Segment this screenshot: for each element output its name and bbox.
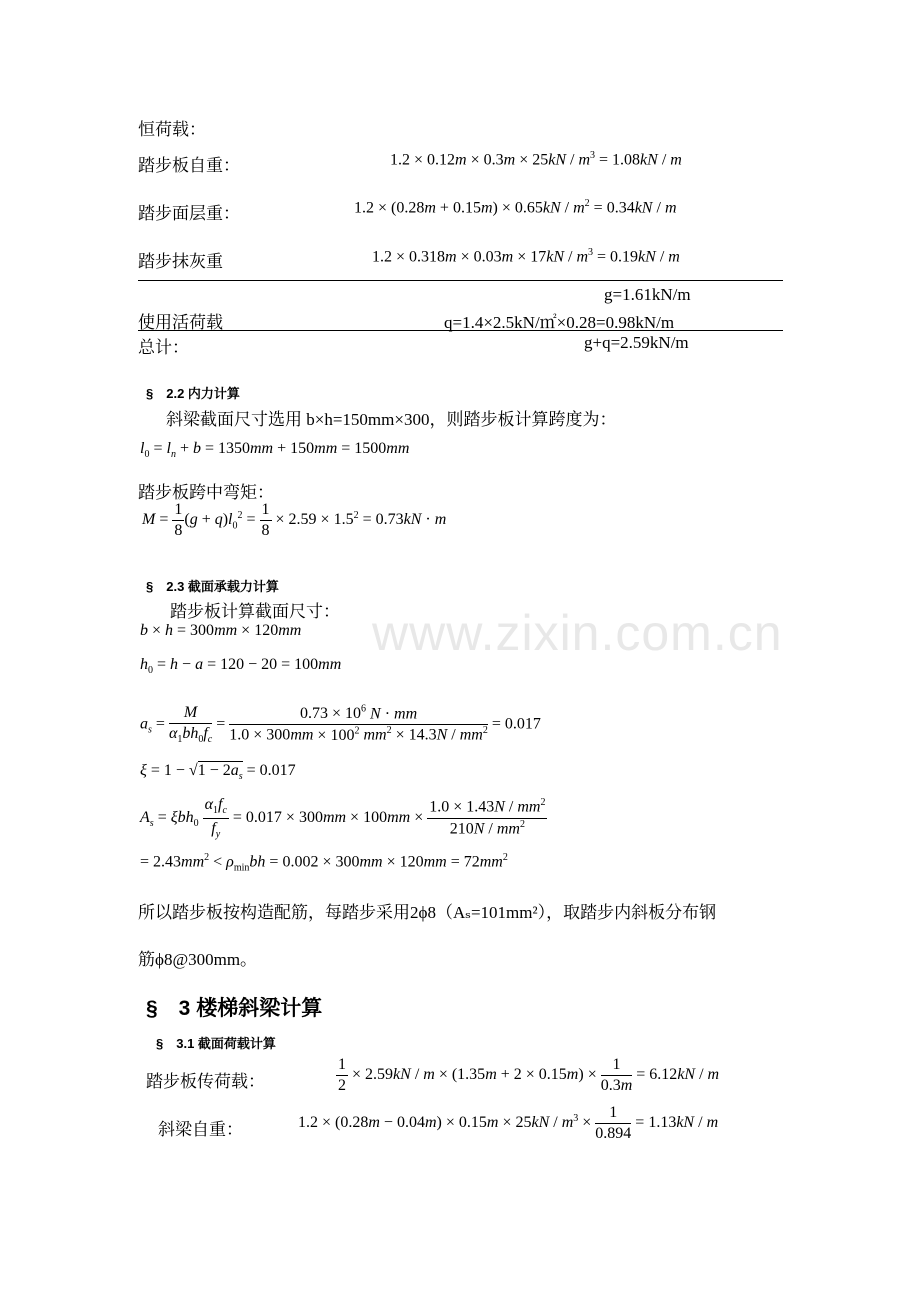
beam-self-weight-label: 斜梁自重： (158, 1120, 243, 1139)
steel-area-formula: $A_s = \xi bh_0$ $\frac{\alpha_1f_c}{f_y}$ = 0.017 × 300mm × 100mm × $\frac{1.0 \times 1.43N / mm^2}{210N / mm^2}$ (140, 796, 546, 840)
step-plaster-weight-label: 踏步抹灰重 (138, 252, 223, 271)
steel-area-result: = $2.43mm^2 < \rho_{min}bh = 0.002 \times 300mm \times 120mm = 72mm^2$ (140, 852, 508, 874)
beam-self-weight-formula: $1.2 \times (0.28m - 0.04m) \times 0.15m \times 25kN / m^3$ × $\frac{1}{0.894}$ = 1.13kN / m (298, 1104, 719, 1142)
watermark: www.zixin.com.cn (372, 605, 783, 661)
table-rule-top (138, 280, 783, 281)
step-transfer-load-formula: $\frac{1}{2}$ × 2.59kN / m × (1.35m + 2 × 0.15m) × $\frac{1}{0.3m}$ = 6.12kN / m (338, 1056, 720, 1094)
alpha-s-formula: $a_s$ = $\frac{M}{\alpha_1bh_0f_c}$ = $\frac{0.73 \times 10^6 N \cdot mm}{1.0 \times 300mm \times 100^2 mm^2 \times 14.3N / mm^2}$ = 0.017 (140, 704, 541, 746)
conclusion-line-1: 所以踏步板按构造配筋，每踏步采用2ϕ8（Aₛ=101mm²），取踏步内斜板分布钢 (138, 903, 717, 922)
effective-depth-formula: $h_0 = h - a = 120 - 20 = 100mm$ (140, 656, 342, 677)
step-finish-weight-formula: $1.2 \times (0.28m + 0.15m) \times 0.65kN / m^2 = 0.34kN / m$ (354, 198, 677, 217)
moment-formula: M = $\frac{1}{8}$ $(g + q)l_0^2$ = $\frac{1}{8}$ × $2.59 \times 1.5^2 = 0.73kN \cdot m$ (142, 501, 447, 539)
moment-label: 踏步板跨中弯矩： (138, 483, 274, 502)
section-3-1-heading: § 3.1 截面荷载计算 (156, 1036, 276, 1051)
section-2-3-intro: 踏步板计算截面尺寸： (170, 602, 340, 621)
table-rule-bottom (138, 330, 783, 331)
section-2-3-heading: § 2.3 截面承载力计算 (146, 579, 279, 594)
total-value: g+q=2.59kN/m (584, 333, 689, 352)
dead-load-title: 恒荷载： (138, 120, 206, 139)
section-size-formula: b × h = 300mm × 120mm (140, 622, 302, 639)
step-transfer-load-label: 踏步板传荷载： (146, 1072, 265, 1091)
live-load-label: 使用活荷载 (138, 313, 223, 332)
section-2-2-intro: 斜梁截面尺寸选用 b×h=150mm×300，则踏步板计算跨度为： (166, 410, 617, 429)
g-total: g=1.61kN/m (604, 285, 691, 304)
step-self-weight-formula: $1.2 \times 0.12m \times 0.3m \times 25kN / m^3 = 1.08kN / m$ (390, 150, 682, 169)
section-2-2-heading: § 2.2 内力计算 (146, 386, 240, 401)
xi-formula: $\xi = 1 - √1 - 2a_s = 0.017$ (140, 762, 296, 783)
section-3-heading: § 3 楼梯斜梁计算 (146, 997, 323, 1020)
total-label: 总计： (138, 338, 189, 357)
step-self-weight-label: 踏步板自重： (138, 156, 240, 175)
live-load-value: q=1.4×2.5kN/㎡×0.28=0.98kN/m (444, 313, 675, 332)
span-formula: $l_0 = l_n + b = 1350mm + 150mm = 1500mm$ (140, 440, 410, 461)
conclusion-line-2: 筋ϕ8@300mm。 (138, 950, 258, 969)
step-finish-weight-label: 踏步面层重： (138, 204, 240, 223)
step-plaster-weight-formula: $1.2 \times 0.318m \times 0.03m \times 17kN / m^3 = 0.19kN / m$ (372, 247, 680, 266)
